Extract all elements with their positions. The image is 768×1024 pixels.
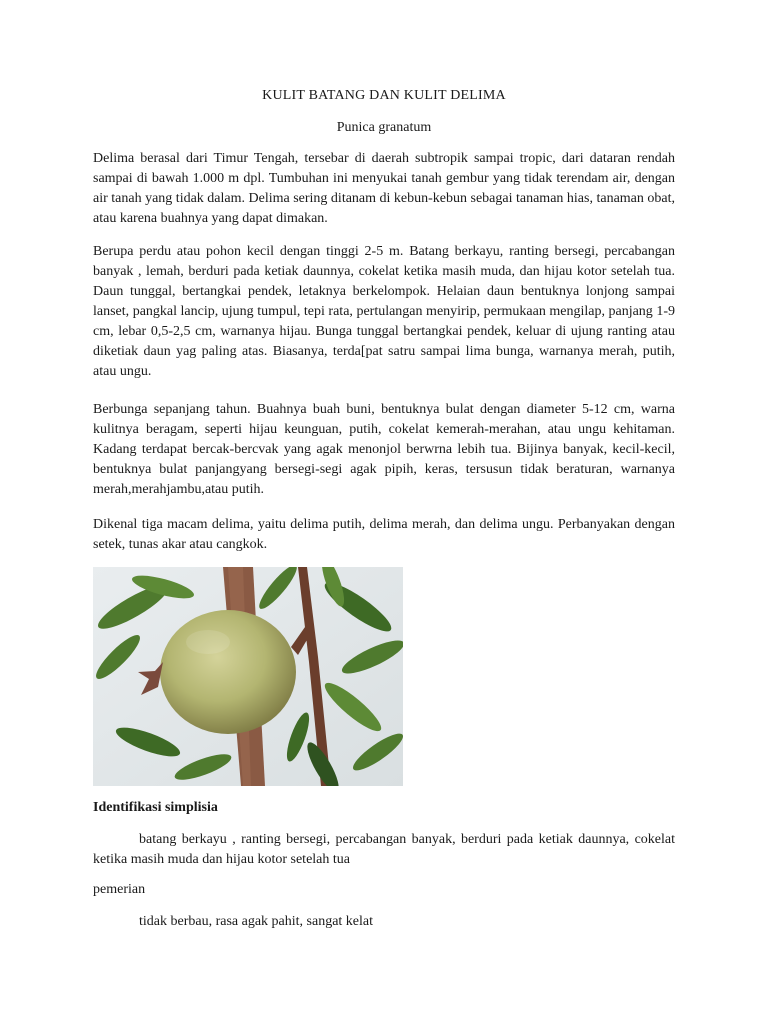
identification-text: batang berkayu , ranting bersegi, percabangan banyak, berduri pada ketiak daunnya, cokelat ketika masih muda dan hijau kotor setelah tua <box>93 832 675 867</box>
identification-heading: Identifikasi simplisia <box>93 800 218 815</box>
pemerian-label: pemerian <box>93 882 146 897</box>
document-subtitle: Punica granatum <box>336 120 432 135</box>
document-title: KULIT BATANG DAN KULIT DELIMA <box>262 88 506 103</box>
paragraph-fruit: Berbunga sepanjang tahun. Buahnya buah buni, bentuknya bulat dengan diameter 5-12 cm, warna kulitnya beragam, seperti hijau keunguan, putih, cokelat kemerah-merahan, atau ungu kehitaman. Kadang terdapat bercak-bercvak yang agak menonjol berwrna lebih tua. Bijinya banyak, kecil-kecil, bentuknya bulat panjangyang bersegi-segi agak pipih, keras, tersusun tidak beraturan, warnanya merah,merahjambu,atau putih. <box>93 402 675 497</box>
pemerian-text: tidak berbau, rasa agak pahit, sangat kelat <box>139 914 374 929</box>
pomegranate-image <box>93 567 403 786</box>
pomegranate-photo <box>93 567 403 786</box>
paragraph-varieties: Dikenal tiga macam delima, yaitu delima putih, delima merah, dan delima ungu. Perbanyakan dengan setek, tunas akar atau cangkok. <box>93 517 675 552</box>
paragraph-morphology: Berupa perdu atau pohon kecil dengan tinggi 2-5 m. Batang berkayu, ranting bersegi, percabangan banyak , lemah, berduri pada ketiak daunnya, cokelat ketika masih muda, dan hijau kotor setelah tua. Daun tunggal, bertangkai pendek, letaknya berkelompok. Helaian daun bentuknya lonjong sampai lanset, pangkal lancip, ujung tumpul, tepi rata, pertulangan menyirip, permukaan mengilap, panjang 1-9 cm, lebar 0,5-2,5 cm, warnanya hijau. Bunga tunggal bertangkai pendek, keluar di ujung ranting atau diketiak daun yag paling atas. Biasanya, terda[pat satru sampai lima bunga, warnanya merah, putih, atau ungu. <box>93 244 675 379</box>
paragraph-origin: Delima berasal dari Timur Tengah, tersebar di daerah subtropik sampai tropic, dari dataran rendah sampai di bawah 1.000 m dpl. Tumbuhan ini menyukai tanah gembur yang tidak terendam air, dengan air tanah yang tidak dalam. Delima sering ditanam di kebun-kebun sebagai tanaman hias, tanaman obat, atau karena buahnya yang dapat dimakan. <box>93 151 675 226</box>
